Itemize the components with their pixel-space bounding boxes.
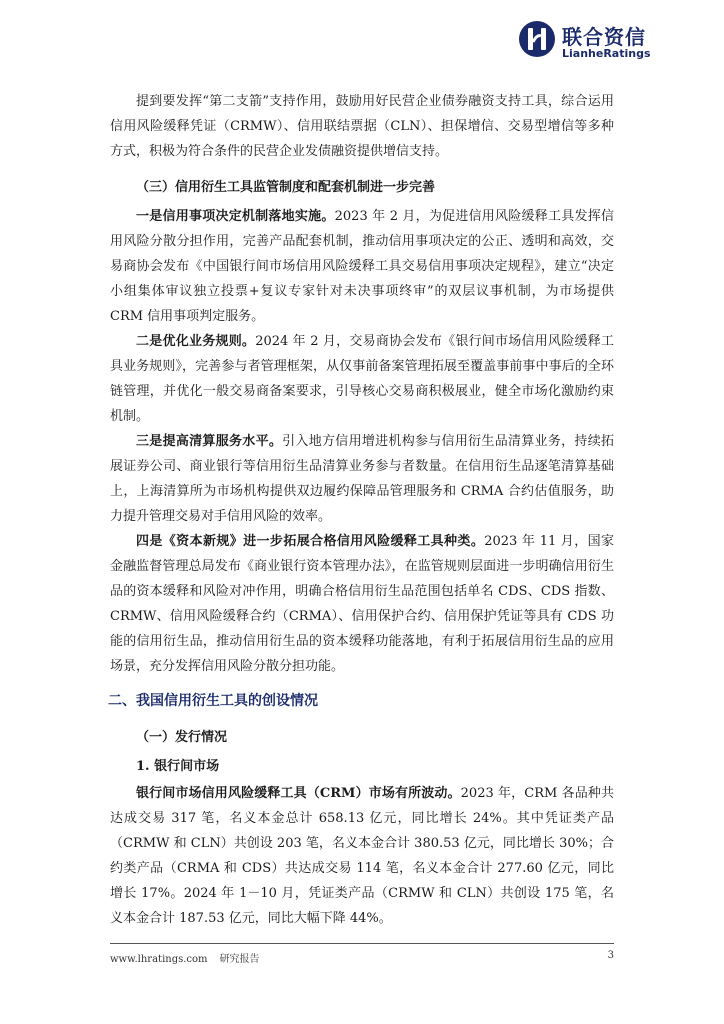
- company-logo: [518, 20, 651, 64]
- subsection-issuance-heading: （一）发行情况: [136, 730, 228, 745]
- paragraph-crm-market: [110, 781, 614, 931]
- footer-website: www.lhratings.com: [110, 954, 208, 965]
- item-two-text: 2024 年 2 月，交易商协会发布《银行间市场信用风险缓释工具业务规则》，完善参与者管理框架，从仅事前备案管理拓展至覆盖事前事中事后的全环链管理，并优化一般交易商备案要求，引导核心交易商积极展业，健全市场化激励约束机制。: [110, 334, 614, 424]
- logo-english-name: LianheRatings: [562, 47, 651, 60]
- item-one-lead: 一是信用事项决定机制落地实施。: [136, 209, 335, 224]
- item-two-lead: 二是优化业务规则。: [136, 334, 256, 349]
- footer-info: [110, 950, 272, 965]
- crm-market-text: 2023 年，CRM 各品种共达成交易 317 笔，名义本金总计 658.13 亿元，同比增长 24%。其中凭证类产品（CRMW 和 CLN）共创设 203 笔，名义本金合计 380.53 亿元，同比增长 30%；合约类产品（CRMA 和 CDS）共达成交易 114 笔，名义本金合计 277.60 亿元，同比增长 17%。2024 年 1－10 月，凭证类产品（CRMW 和 CLN）共创设 175 笔，名义本金合计 187.53 亿元，同比大幅下降 44%。: [110, 786, 614, 926]
- footer-report-type: 研究报告: [219, 954, 260, 965]
- lianhe-logo-icon: [518, 20, 556, 58]
- section-two-heading: 二、我国信用衍生工具的创设情况: [108, 693, 318, 709]
- item-three-lead: 三是提高清算服务水平。: [136, 434, 283, 449]
- item-four-text: 2023 年 11 月，国家金融监督管理总局发布《商业银行资本管理办法》，在监管规则层面进一步明确信用衍生品的资本缓释和风险对冲作用，明确合格信用衍生品范围包括单名 CDS、CDS 指数、CRMW、信用风险缓释合约（CRMA）、信用保护合约、信用保护凭证等具有 CDS 功能的信用衍生品，推动信用衍生品的资本缓释功能落地，有利于拓展信用衍生品的应用场景，充分发挥信用风险分散分担功能。: [110, 534, 614, 674]
- page-number: 3: [607, 950, 614, 961]
- section-three-heading: （三）信用衍生工具监管制度和配套机制进一步完善: [136, 180, 436, 195]
- paragraph-item-four: [110, 529, 614, 679]
- item-four-lead: 四是《资本新规》进一步拓展合格信用风险缓释工具种类。: [136, 534, 485, 549]
- paragraph-intro-continued: 提到要发挥“第二支箭”支持作用，鼓励用好民营企业债券融资支持工具，综合运用信用风险缓释凭证（CRMW）、信用联结票据（CLN）、担保增信、交易型增信等多种方式，积极为符合条件的民营企业发债融资提供增信支持。: [110, 94, 614, 159]
- paragraph-item-two: [110, 329, 614, 429]
- paragraph-item-three: [110, 429, 614, 529]
- item-three-text: 引入地方信用增进机构参与信用衍生品清算业务，持续拓展证券公司、商业银行等信用衍生品清算业务参与者数量。在信用衍生品逐笔清算基础上，上海清算所为市场机构提供双边履约保障品管理服务和 CRMA 合约估值服务，助力提升管理交易对手信用风险的效率。: [110, 434, 614, 524]
- logo-chinese-name: 联合资信: [562, 25, 646, 49]
- paragraph-item-one: [110, 204, 614, 329]
- crm-market-lead: 银行间市场信用风险缓释工具（CRM）市场有所波动。: [136, 786, 461, 801]
- report-body: [110, 89, 614, 931]
- interbank-market-heading: 1. 银行间市场: [136, 759, 220, 774]
- item-one-text: 2023 年 2 月，为促进信用风险缓释工具发挥信用风险分散分担作用，完善产品配套机制，推动信用事项决定的公正、透明和高效，交易商协会发布《中国银行间市场信用风险缓释工具交易信用事项决定规程》，建立“决定小组集体审议独立投票+复议专家针对未决事项终审”的双层议事机制，为市场提供 CRM 信用事项判定服务。: [110, 209, 614, 324]
- footer-divider: [110, 943, 614, 944]
